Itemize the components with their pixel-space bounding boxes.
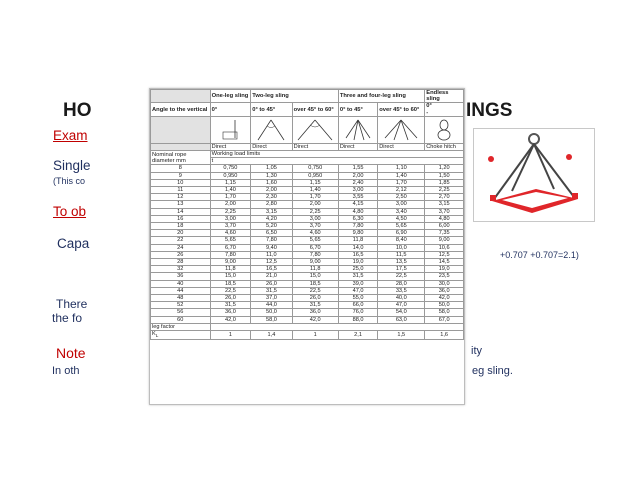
factor-cell: 1,6 [425, 331, 464, 340]
wll-cell: 4,80 [338, 208, 377, 215]
wll-cell: 10,0 [378, 244, 425, 251]
wll-cell: 31,5 [338, 273, 377, 280]
three-four-leg-header: Three and four-leg sling [338, 90, 424, 103]
wll-cell: 5,65 [210, 237, 251, 244]
method-blank-cell [151, 143, 211, 150]
factor-cell: 2,1 [338, 331, 377, 340]
wll-cell: 37,0 [251, 295, 292, 302]
angle-two-0-45: 0° to 45° [251, 103, 292, 116]
wll-cell: 7,80 [292, 251, 338, 258]
method-cell: Direct [338, 143, 377, 150]
wll-cell: 1,60 [251, 179, 292, 186]
wll-cell: 2,80 [251, 201, 292, 208]
wll-cell: 11,8 [338, 237, 377, 244]
diameter-cell: 60 [151, 316, 211, 323]
table-row [151, 194, 464, 201]
diameter-cell: 28 [151, 259, 211, 266]
diameter-cell: 26 [151, 251, 211, 258]
table-row [151, 259, 464, 266]
wll-cell: 0,950 [210, 172, 251, 179]
wll-cell: 6,70 [210, 244, 251, 251]
wll-cell: 30,0 [425, 280, 464, 287]
wll-cell: 11,0 [251, 251, 292, 258]
wll-cell: 3,00 [338, 187, 377, 194]
angle-endless: 0° - [425, 103, 464, 116]
wll-cell: 22,5 [210, 287, 251, 294]
wll-cell: 19,0 [425, 266, 464, 273]
wll-cell: 6,70 [292, 244, 338, 251]
wll-cell: 1,85 [425, 179, 464, 186]
leg-factor-label: leg factor [151, 323, 211, 330]
wll-cell: 4,60 [292, 230, 338, 237]
wll-cell: 1,20 [425, 165, 464, 172]
following-text: the fo [52, 311, 83, 325]
diameter-cell: 40 [151, 280, 211, 287]
diameter-cell: 24 [151, 244, 211, 251]
diameter-cell: 9 [151, 172, 211, 179]
table-row [151, 165, 464, 172]
wll-cell: 7,35 [425, 230, 464, 237]
wll-cell: 16,5 [251, 266, 292, 273]
wll-cell: 11,5 [378, 251, 425, 258]
wll-cell: 67,0 [425, 316, 464, 323]
diameter-cell: 13 [151, 201, 211, 208]
wll-table [150, 89, 464, 340]
wll-cell: 42,0 [210, 316, 251, 323]
leg-factor-spacer [210, 323, 463, 330]
diameter-cell: 48 [151, 295, 211, 302]
wll-cell: 3,00 [210, 215, 251, 222]
wll-label: Working load limits [210, 151, 463, 158]
wll-cell: 25,0 [338, 266, 377, 273]
wll-cell: 14,5 [425, 259, 464, 266]
wll-cell: 1,05 [251, 165, 292, 172]
method-cell: Direct [292, 143, 338, 150]
method-cell: Direct [251, 143, 292, 150]
wll-cell: 39,0 [338, 280, 377, 287]
endless-sling-icon [434, 118, 454, 142]
one-leg-header: One-leg sling [210, 90, 251, 103]
table-row [151, 230, 464, 237]
wll-cell: 12,5 [425, 251, 464, 258]
diameter-cell: 36 [151, 273, 211, 280]
four-leg-wide-sling-icon [382, 118, 420, 142]
wll-cell: 2,00 [292, 201, 338, 208]
wll-cell: 3,70 [425, 208, 464, 215]
wll-cell: 3,70 [292, 223, 338, 230]
formula-text: +0.707 +0.707=2.1) [500, 250, 579, 260]
wll-cell: 3,15 [251, 208, 292, 215]
nominal-diameter-label: Nominal rope diameter mm [151, 151, 211, 165]
kl-label: $K_L$ [151, 331, 211, 340]
wll-cell: 55,0 [338, 295, 377, 302]
table-row [151, 280, 464, 287]
endless-header: Endless sling [425, 90, 464, 103]
wll-cell: 36,0 [425, 287, 464, 294]
factor-cell: 1,4 [251, 331, 292, 340]
wll-cell: 4,80 [425, 215, 464, 222]
wll-cell: 1,70 [210, 194, 251, 201]
wll-cell: 54,0 [378, 309, 425, 316]
four-leg-sling-icon [342, 118, 374, 142]
table-row [151, 237, 464, 244]
wll-cell: 6,90 [378, 230, 425, 237]
wll-cell: 4,50 [378, 215, 425, 222]
one-leg-sling-icon [215, 118, 245, 142]
slide-title-left: HO [63, 100, 92, 121]
one-leg-diagram-cell [210, 116, 251, 143]
wll-cell: 22,5 [292, 287, 338, 294]
angle-three-45-60: over 45° to 60° [378, 103, 425, 116]
table-row [151, 302, 464, 309]
ity-text: ity [471, 345, 482, 357]
wll-cell: 26,0 [292, 295, 338, 302]
wll-cell: 4,20 [251, 215, 292, 222]
to-obtain-text: To ob [53, 204, 87, 219]
wll-cell: 8,40 [378, 237, 425, 244]
wll-cell: 33,5 [378, 287, 425, 294]
wll-cell: 7,80 [338, 223, 377, 230]
four-leg-sling-illustration [474, 129, 594, 221]
wll-cell: 23,5 [425, 273, 464, 280]
table-row [151, 273, 464, 280]
wll-cell: 17,5 [378, 266, 425, 273]
note-text: Note [56, 345, 86, 361]
factor-cell: 1 [210, 331, 251, 340]
wll-cell: 11,8 [292, 266, 338, 273]
wll-cell: 1,40 [292, 187, 338, 194]
wll-cell: 9,40 [251, 244, 292, 251]
wll-cell: 3,00 [378, 201, 425, 208]
blank-icon-cell [151, 116, 211, 143]
wll-cell: 26,0 [210, 295, 251, 302]
wll-cell: 9,00 [210, 259, 251, 266]
wll-cell: 1,40 [210, 187, 251, 194]
wll-cell: 15,0 [210, 273, 251, 280]
wll-cell: 13,5 [378, 259, 425, 266]
three-leg-diagram-cell-a [338, 116, 377, 143]
two-leg-wide-sling-icon [296, 118, 334, 142]
table-row [151, 179, 464, 186]
table-row [151, 266, 464, 273]
table-row [151, 215, 464, 222]
capacity-text: Capa [57, 236, 90, 251]
wll-cell: 0,950 [292, 172, 338, 179]
wll-cell: 18,5 [210, 280, 251, 287]
table-row [151, 201, 464, 208]
wll-cell: 47,0 [378, 302, 425, 309]
wll-cell: 6,30 [338, 215, 377, 222]
wll-cell: 3,55 [338, 194, 377, 201]
wll-cell: 5,65 [378, 223, 425, 230]
wll-cell: 3,15 [425, 201, 464, 208]
wll-cell: 2,30 [251, 194, 292, 201]
wll-cell: 4,15 [338, 201, 377, 208]
wll-cell: 21,0 [251, 273, 292, 280]
two-leg-header: Two-leg sling [251, 90, 339, 103]
wll-cell: 36,0 [210, 309, 251, 316]
three-leg-diagram-cell-b [378, 116, 425, 143]
table-row [151, 172, 464, 179]
wll-cell: 2,50 [378, 194, 425, 201]
wll-cell: 36,0 [292, 309, 338, 316]
wll-cell: 3,00 [292, 215, 338, 222]
wll-cell: 22,5 [378, 273, 425, 280]
wll-cell: 2,70 [425, 194, 464, 201]
diameter-cell: 32 [151, 266, 211, 273]
wll-cell: 88,0 [338, 316, 377, 323]
factor-cell: 1,5 [378, 331, 425, 340]
wll-cell: 7,80 [210, 251, 251, 258]
angle-three-0-45: 0° to 45° [338, 103, 377, 116]
wll-cell: 1,70 [378, 179, 425, 186]
table-row [151, 309, 464, 316]
wll-cell: 12,5 [251, 259, 292, 266]
wll-cell: 2,00 [251, 187, 292, 194]
diameter-cell: 52 [151, 302, 211, 309]
diameter-cell: 56 [151, 309, 211, 316]
wll-cell: 1,40 [378, 172, 425, 179]
wll-cell: 31,5 [210, 302, 251, 309]
diameter-cell: 16 [151, 215, 211, 222]
wll-cell: 6,50 [251, 230, 292, 237]
wll-cell: 3,40 [378, 208, 425, 215]
wll-cell: 10,6 [425, 244, 464, 251]
example-label: Exam [53, 128, 88, 143]
endless-diagram-cell [425, 116, 464, 143]
wll-cell: 2,12 [378, 187, 425, 194]
wll-cell: 5,20 [251, 223, 292, 230]
wll-cell: 1,30 [251, 172, 292, 179]
wll-cell: 11,8 [210, 266, 251, 273]
wll-cell: 14,0 [338, 244, 377, 251]
table-row [151, 244, 464, 251]
method-cell: Direct [378, 143, 425, 150]
wll-cell: 58,0 [251, 316, 292, 323]
wll-cell: 63,0 [378, 316, 425, 323]
wll-cell: 15,0 [292, 273, 338, 280]
wll-cell: 0,750 [292, 165, 338, 172]
wll-cell: 9,80 [338, 230, 377, 237]
wll-cell: 19,0 [338, 259, 377, 266]
two-leg-sling-icon [254, 118, 288, 142]
slide-title-right: INGS [466, 100, 513, 121]
wll-cell: 6,00 [425, 223, 464, 230]
wll-cell: 2,25 [210, 208, 251, 215]
wll-cell: 26,0 [251, 280, 292, 287]
table-row [151, 287, 464, 294]
wll-cell: 28,0 [378, 280, 425, 287]
therefore-text: There [56, 297, 88, 311]
wire-rope-sling-table [149, 88, 465, 405]
angle-two-45-60: over 45° to 60° [292, 103, 338, 116]
diameter-cell: 22 [151, 237, 211, 244]
diameter-cell: 14 [151, 208, 211, 215]
wll-cell: 2,00 [338, 172, 377, 179]
wll-cell: 1,70 [292, 194, 338, 201]
table-row [151, 223, 464, 230]
wll-cell: 2,25 [292, 208, 338, 215]
in-other-text: In oth [52, 365, 80, 377]
wll-cell: 44,0 [251, 302, 292, 309]
wll-cell: 3,70 [210, 223, 251, 230]
wll-cell: 42,0 [425, 295, 464, 302]
method-cell: Choke hitch [425, 143, 464, 150]
wll-cell: 2,00 [210, 201, 251, 208]
wll-cell: 50,0 [425, 302, 464, 309]
wll-cell: 9,00 [425, 237, 464, 244]
wll-cell: 31,5 [292, 302, 338, 309]
diameter-cell: 11 [151, 187, 211, 194]
diameter-cell: 20 [151, 230, 211, 237]
wll-cell: 9,00 [292, 259, 338, 266]
single-text: Single [53, 158, 91, 173]
wll-cell: 7,80 [251, 237, 292, 244]
wll-cell: 1,15 [292, 179, 338, 186]
unit-label: t [210, 158, 463, 165]
wll-cell: 16,5 [338, 251, 377, 258]
wll-cell: 5,65 [292, 237, 338, 244]
wll-cell: 1,50 [425, 172, 464, 179]
diameter-cell: 8 [151, 165, 211, 172]
table-row [151, 316, 464, 323]
two-leg-diagram-cell-b [292, 116, 338, 143]
table-row [151, 251, 464, 258]
wll-cell: 1,55 [338, 165, 377, 172]
diameter-cell: 10 [151, 179, 211, 186]
table-row [151, 295, 464, 302]
angle-label: Angle to the vertical [151, 103, 211, 116]
wll-cell: 40,0 [378, 295, 425, 302]
wll-cell: 31,5 [251, 287, 292, 294]
diameter-cell: 44 [151, 287, 211, 294]
wll-cell: 18,5 [292, 280, 338, 287]
angle-one-leg: 0° [210, 103, 251, 116]
method-cell: Direct [210, 143, 251, 150]
blank-header-cell [151, 90, 211, 103]
this-text: (This co [53, 176, 86, 186]
wll-cell: 50,0 [251, 309, 292, 316]
two-leg-diagram-cell-a [251, 116, 292, 143]
wll-cell: 4,60 [210, 230, 251, 237]
wll-cell: 76,0 [338, 309, 377, 316]
leg-sling-text: eg sling. [472, 365, 513, 377]
wll-cell: 1,10 [378, 165, 425, 172]
diameter-cell: 12 [151, 194, 211, 201]
wll-cell: 2,40 [338, 179, 377, 186]
wll-cell: 58,0 [425, 309, 464, 316]
wll-cell: 42,0 [292, 316, 338, 323]
wll-cell: 1,15 [210, 179, 251, 186]
table-row [151, 187, 464, 194]
wll-cell: 66,0 [338, 302, 377, 309]
wll-cell: 2,25 [425, 187, 464, 194]
wll-cell: 0,750 [210, 165, 251, 172]
four-leg-sling-image [473, 128, 595, 222]
factor-cell: 1 [292, 331, 338, 340]
diameter-cell: 18 [151, 223, 211, 230]
table-row [151, 208, 464, 215]
wll-cell: 47,0 [338, 287, 377, 294]
